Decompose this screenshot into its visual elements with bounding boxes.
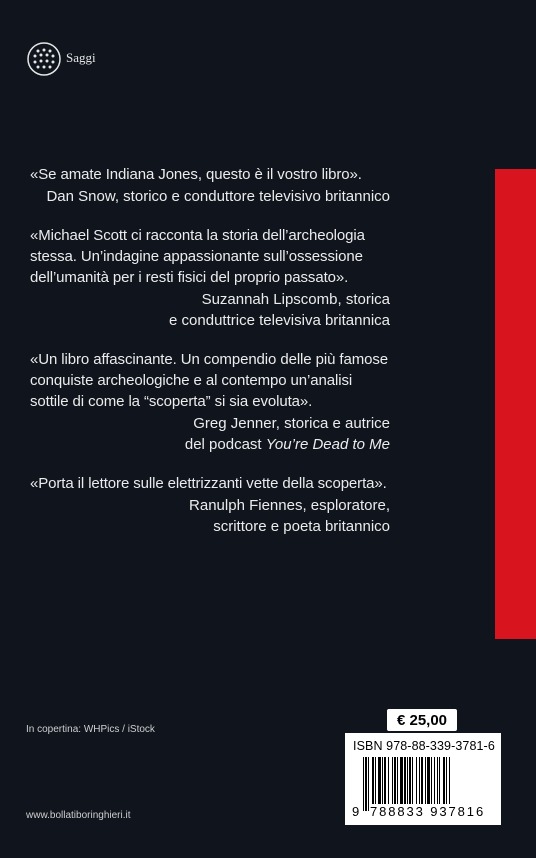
ean-first-digit: 9: [352, 804, 360, 819]
publisher-logo: [26, 41, 96, 77]
ean-digits: 788833 937816: [370, 804, 486, 819]
publisher-website[interactable]: www.bollatiboringhieri.it: [26, 810, 131, 821]
podcast-title: You’re Dead to Me: [265, 436, 390, 453]
blurb: [30, 164, 390, 207]
blurb-text: «Se amate Indiana Jones, questo è il vostro libro».: [30, 166, 362, 183]
globe-emblem-icon: [26, 41, 62, 77]
blurb: [30, 349, 390, 455]
blurb: [30, 225, 390, 331]
blurb-author: Ranulph Fiennes, esploratore, scrittore e poeta britannico: [189, 497, 390, 535]
blurb-text: «Un libro affascinante. Un compendio delle più famose conquiste archeologiche e al contempo un’analisi sottile di come la “scoperta” si sia evoluta».: [30, 351, 388, 410]
blurb-author-name: Greg Jenner, storica e autrice del podcast: [184, 415, 390, 453]
accent-band: [495, 169, 536, 639]
barcode-icon: [363, 757, 493, 811]
barcode-panel: [345, 733, 501, 825]
series-name: Saggi: [66, 50, 96, 65]
blurb-author: Suzannah Lipscomb, storica e conduttrice televisiva britannica: [169, 291, 390, 329]
blurb-text: «Porta il lettore sulle elettrizzanti vette della scoperta».: [30, 475, 387, 492]
blurbs: [30, 164, 390, 555]
isbn-label: ISBN 978-88-339-3781-6: [353, 739, 495, 753]
cover-credit: In copertina: WHPics / iStock: [26, 724, 155, 735]
blurb: [30, 473, 390, 537]
blurb-author: [30, 413, 390, 455]
price-tag: € 25,00: [387, 709, 457, 731]
blurb-text: «Michael Scott ci racconta la storia dell’archeologia stessa. Un’indagine appassionante sull’ossessione dell’umanità per i resti fisici del proprio passato».: [30, 227, 365, 286]
blurb-author: Dan Snow, storico e conduttore televisivo britannico: [46, 188, 390, 205]
